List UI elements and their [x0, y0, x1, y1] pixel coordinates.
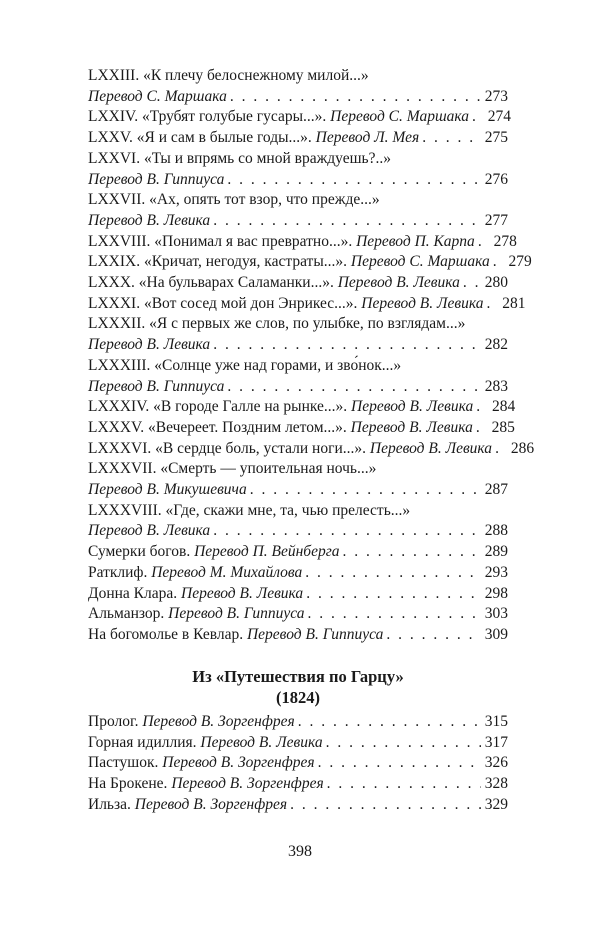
toc-entry-translator: Перевод С. Маршака: [330, 108, 470, 126]
toc-entry-title: LXXXVII. «Смерть — упоительная ночь...»: [88, 460, 377, 478]
dot-leader: [476, 418, 488, 439]
dot-leader: [476, 397, 488, 418]
dot-leader: [326, 733, 481, 754]
toc-page-number: 317: [484, 733, 508, 751]
toc-entry-translator: Перевод С. Маршака: [88, 87, 227, 105]
toc-entry-line: [88, 273, 508, 294]
toc-entry-line: [88, 439, 535, 460]
toc-page-number: 303: [484, 605, 508, 623]
toc-entry-line: [88, 712, 508, 733]
dot-leader: [306, 584, 481, 605]
toc-entry-translator: Перевод М. Михайлова: [151, 563, 303, 581]
toc-entry-line: [88, 795, 508, 816]
dot-leader: [298, 712, 481, 733]
section-year: (1824): [276, 688, 320, 707]
toc-entry-title: На богомолье в Кевлар.: [88, 625, 247, 643]
toc-entry-title: LXXXVI. «В сердце боль, устали ноги...».: [88, 439, 370, 457]
dot-leader: [327, 774, 481, 795]
page-number: 398: [288, 843, 312, 860]
toc-entry: [88, 501, 508, 542]
toc-page-number: 280: [484, 274, 508, 292]
toc-entry-title: Альманзор.: [88, 605, 169, 623]
dot-leader: [230, 87, 481, 108]
toc-entry-line: [88, 170, 508, 191]
toc-entry-line: [88, 211, 508, 232]
toc-entry-line: [88, 584, 508, 605]
toc-entry: [88, 733, 508, 754]
dot-leader: [290, 795, 481, 816]
dot-leader: [386, 625, 481, 646]
toc-entry: [88, 128, 508, 149]
section-title: Из «Путешествия по Гарцу»: [192, 667, 404, 686]
toc-entry: [88, 397, 516, 418]
toc-page-number: 285: [491, 418, 515, 436]
toc-entry: [88, 273, 508, 294]
toc-entry-title: LXXV. «Я и сам в былые годы...».: [88, 129, 316, 147]
toc-page-number: 279: [508, 253, 532, 271]
dot-leader: [495, 439, 507, 460]
toc-entry-line: [88, 563, 508, 584]
toc-entry-translator: Перевод В. Гиппиуса: [88, 377, 225, 395]
toc-entry-title: LXXIII. «К плечу белоснежному милой...»: [88, 67, 369, 84]
toc-entry-title: Ильза.: [88, 795, 135, 813]
toc-page-number: 286: [510, 439, 535, 457]
toc-entry-title: LXXX. «На бульварах Саламанки...».: [88, 274, 338, 292]
toc-entry-title: LXXXV. «Вечереет. Поздним летом...».: [88, 418, 351, 436]
toc-entry: [88, 563, 508, 584]
toc-page-number: 278: [493, 232, 517, 250]
toc-entry-line: [88, 232, 517, 253]
toc-entry: [88, 584, 508, 605]
dot-leader: [213, 521, 481, 542]
toc-entry-title: LXXVIII. «Понимал я вас превратно...».: [88, 232, 357, 250]
toc-entry-translator: Перевод В. Левика: [181, 584, 304, 602]
dot-leader: [305, 563, 481, 584]
toc-entry-title: Горная идиллия.: [88, 733, 201, 751]
toc-entry: [88, 753, 508, 774]
toc-entry-translator: Перевод В. Гиппиуса: [246, 625, 384, 643]
toc-entry-title: Пролог.: [88, 713, 143, 730]
toc-entry: [88, 459, 508, 500]
toc-entry-line: [88, 294, 526, 315]
toc-entry: [88, 418, 515, 439]
toc-entry: [88, 107, 512, 128]
toc-entry-title: LXXVII. «Ах, опять тот взор, что прежде...»: [88, 191, 380, 209]
toc-entry-title: LXXVI. «Ты и впрямь со мной враждуешь?..»: [88, 149, 391, 167]
toc-entry-line: [88, 733, 508, 754]
toc-entry-title: На Брокене.: [88, 775, 172, 793]
toc-page-number: 287: [484, 481, 508, 499]
toc-entry-translator: Перевод В. Левика: [88, 336, 211, 354]
toc-entry-title: Пастушок.: [88, 754, 163, 772]
toc-entry: [88, 774, 508, 795]
dot-leader: [422, 128, 481, 149]
toc-entry: [88, 190, 508, 231]
toc-entry-line: [88, 625, 508, 646]
toc-entry: [88, 604, 508, 625]
toc-entry: [88, 66, 508, 107]
toc-entry: [88, 149, 508, 190]
dot-leader: [493, 252, 505, 273]
toc-entry-title: LXXXIII. «Солнце уже над горами, и зво́нок...»: [88, 356, 402, 374]
toc-entry: [88, 439, 535, 460]
toc-entry-line: [88, 521, 508, 542]
toc-entry-title: LXXXIV. «В городе Галле на рынке...».: [88, 398, 352, 416]
toc-entry-translator: Перевод В. Гиппиуса: [168, 605, 305, 623]
toc-entry-line: [88, 753, 508, 774]
toc-entry-translator: Перевод В. Зоргенфрея: [171, 775, 324, 793]
toc-page-number: 289: [484, 543, 508, 561]
toc-entry-translator: Перевод В. Микушевича: [88, 481, 247, 499]
dot-leader: [308, 604, 481, 625]
toc-entry-line: [88, 107, 512, 128]
toc-entry-translator: Перевод В. Зоргенфрея: [162, 754, 315, 772]
toc-page-number: 284: [491, 398, 516, 416]
toc-entry: [88, 795, 508, 816]
toc-entry-title: Сумерки богов.: [88, 543, 195, 561]
dot-leader: [463, 273, 481, 294]
toc-entry: [88, 252, 532, 273]
toc-entry-line: [88, 604, 508, 625]
toc-entry-title: Донна Клара.: [88, 584, 181, 602]
toc-entry-translator: Перевод В. Левика: [361, 294, 484, 312]
toc-page-number: 329: [484, 795, 508, 813]
toc-page-number: 283: [484, 377, 508, 395]
dot-leader: [318, 753, 481, 774]
toc-page-number: 309: [484, 625, 508, 643]
toc-list-part1: [88, 66, 535, 646]
toc-page-number: 273: [484, 87, 508, 105]
toc-entry-title: LXXXII. «Я с первых же слов, по улыбке, по взглядам...»: [88, 315, 466, 333]
toc-entry-translator: Перевод В. Левика: [369, 439, 493, 457]
toc-page-number: 276: [484, 170, 508, 188]
toc-entry-title: LXXIX. «Кричат, негодуя, кастраты...».: [88, 253, 351, 271]
toc-list-part2: [88, 712, 508, 816]
toc-entry-line: [88, 335, 508, 356]
toc-entry-line: [88, 377, 508, 398]
toc-page-number: 315: [484, 713, 508, 730]
toc-page-number: 282: [484, 336, 508, 354]
toc-entry-line: [88, 480, 508, 501]
toc-page-number: 274: [487, 108, 512, 126]
toc-entry: [88, 712, 508, 733]
dot-leader: [478, 232, 490, 253]
toc-entry-translator: Перевод В. Левика: [337, 274, 460, 292]
toc-page-number: 293: [484, 563, 508, 581]
toc-entry-line: [88, 397, 516, 418]
toc-entry-line: [88, 418, 515, 439]
dot-leader: [486, 294, 498, 315]
toc-entry: [88, 625, 508, 646]
dot-leader: [213, 335, 481, 356]
toc-entry-translator: Перевод П. Карпа: [356, 232, 475, 250]
toc-entry-line: [88, 252, 532, 273]
dot-leader: [227, 377, 481, 398]
toc-entry-translator: Перевод П. Вейнберга: [194, 543, 340, 561]
toc-page-number: 277: [484, 211, 508, 229]
toc-entry-title: LXXXI. «Вот сосед мой дон Энрикес...».: [88, 294, 362, 312]
toc-entry-line: [88, 542, 508, 563]
toc-entry-translator: Перевод В. Гиппиуса: [88, 170, 225, 188]
toc-entry-translator: Перевод С. Маршака: [350, 253, 490, 271]
toc-entry-translator: Перевод В. Зоргенфрея: [134, 795, 288, 813]
toc-entry: [88, 232, 517, 253]
section-heading: [88, 666, 508, 708]
toc-entry-title: LXXXVIII. «Где, скажи мне, та, чью прелесть...»: [88, 501, 411, 519]
toc-entry-title: LXXIV. «Трубят голубые гусары...».: [88, 108, 331, 126]
toc-entry-line: [88, 128, 508, 149]
dot-leader: [343, 542, 481, 563]
toc-entry-line: [88, 774, 508, 795]
toc-entry: [88, 294, 526, 315]
toc-page-number: 328: [484, 775, 508, 793]
toc-entry-translator: Перевод В. Левика: [351, 398, 474, 416]
toc-page-number: 288: [484, 522, 508, 540]
toc-entry-translator: Перевод В. Левика: [200, 733, 323, 751]
toc-entry-line: [88, 87, 508, 108]
toc-entry-translator: Перевод Л. Мея: [315, 129, 420, 147]
dot-leader: [227, 170, 481, 191]
dot-leader: [213, 211, 481, 232]
toc-entry-translator: Перевод В. Левика: [350, 418, 473, 436]
toc-page-number: 298: [484, 584, 508, 602]
toc-entry-title: Ратклиф.: [88, 563, 152, 581]
toc-entry-translator: Перевод В. Левика: [88, 522, 211, 540]
toc-entry: [88, 356, 508, 397]
toc-page-number: 326: [484, 754, 508, 772]
dot-leader: [250, 480, 481, 501]
toc-entry-translator: Перевод В. Левика: [88, 211, 211, 229]
toc-entry: [88, 314, 508, 355]
toc-page-number: 275: [484, 129, 508, 147]
toc-entry: [88, 542, 508, 563]
toc-entry-translator: Перевод В. Зоргенфрея: [142, 713, 295, 730]
dot-leader: [472, 107, 484, 128]
toc-page-number: 281: [502, 294, 526, 312]
